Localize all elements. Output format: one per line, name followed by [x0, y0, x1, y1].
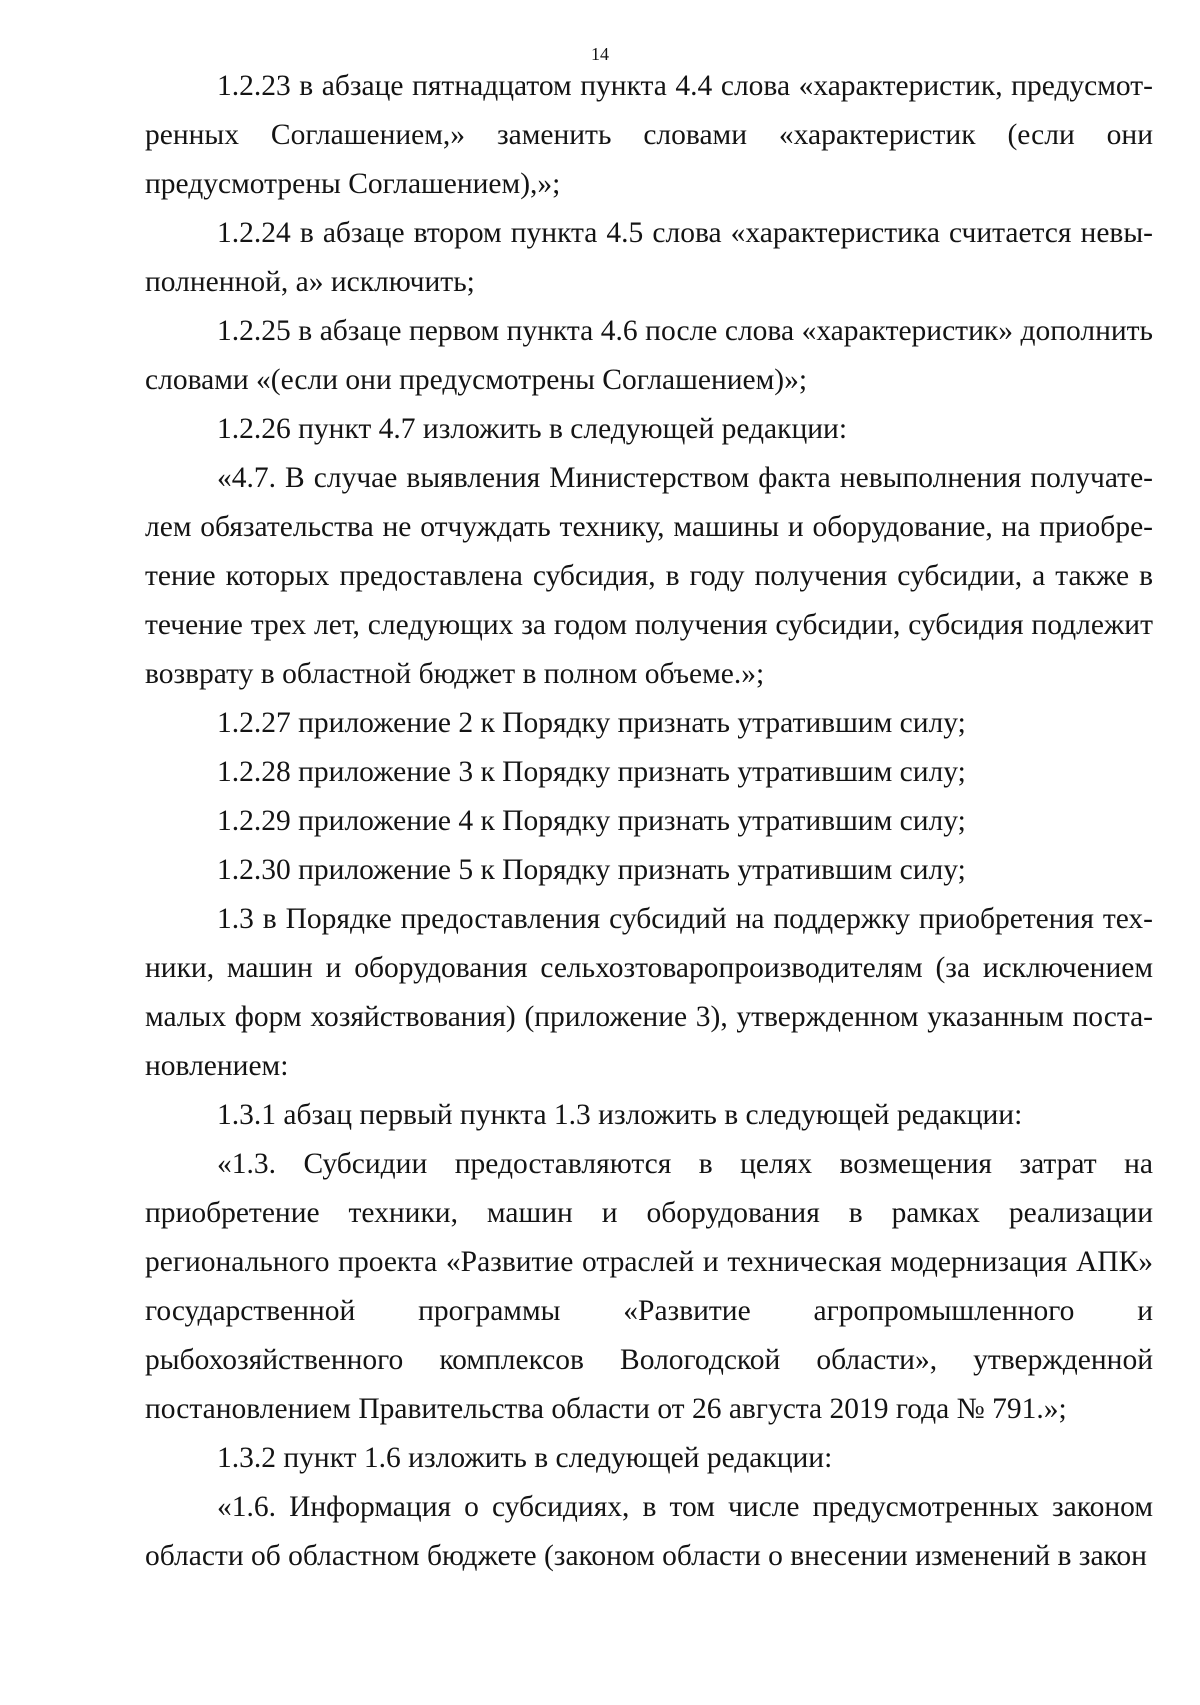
- document-body: [145, 62, 1153, 1581]
- paragraph-quote-4-7: «4.7. В случае выявления Министерством факта невыполнения получателем обязательства не отчуждать технику, машины и оборудование, на приобретение которых предоставлена субсидия, в году получения субсидии, а также в течение трех лет, следующих за годом получения субсидии, субсидия подлежит возврату в областной бюджет в полном объеме.»;: [145, 462, 1153, 690]
- paragraph-1-2-28: 1.2.28 приложение 3 к Порядку признать утратившим силу;: [217, 756, 966, 788]
- paragraph-1-2-27: 1.2.27 приложение 2 к Порядку признать утратившим силу;: [217, 707, 966, 739]
- paragraph-1-3-1: 1.3.1 абзац первый пункта 1.3 изложить в следующей редакции:: [217, 1099, 1023, 1131]
- paragraph-1-2-29: 1.2.29 приложение 4 к Порядку признать утратившим силу;: [217, 805, 966, 837]
- paragraph-1-3-2: 1.3.2 пункт 1.6 изложить в следующей редакции:: [217, 1442, 833, 1474]
- paragraph-quote-1-3: «1.3. Субсидии предоставляются в целях возмещения затрат на приобретение техники, машин и оборудования в рамках реализации регионального проекта «Развитие отраслей и техническая модернизация АПК» государственной программы «Развитие агропромышленного и рыбохозяйственного комплексов Вологодской области», утвержденной постановлением Правительства области от 26 августа 2019 года № 791.»;: [145, 1148, 1153, 1425]
- paragraph-1-2-30: 1.2.30 приложение 5 к Порядку признать утратившим силу;: [217, 854, 966, 886]
- paragraph-1-2-23: 1.2.23 в абзаце пятнадцатом пункта 4.4 слова «характеристик, предусмотренных Соглашением,» заменить словами «характеристик (если они предусмотрены Соглашением),»;: [145, 70, 1153, 200]
- paragraph-1-2-26: 1.2.26 пункт 4.7 изложить в следующей редакции:: [217, 413, 848, 445]
- page-number: 14: [591, 44, 609, 64]
- paragraph-1-3: 1.3 в Порядке предоставления субсидий на поддержку приобретения техники, машин и оборудования сельхозтоваропроизводителям (за исключением малых форм хозяйствования) (приложение 3), утвержденном указанным постановлением:: [145, 903, 1153, 1082]
- paragraph-quote-1-6: «1.6. Информация о субсидиях, в том числе предусмотренных законом области об областном бюджете (законом области о внесении изменений в закон: [145, 1491, 1153, 1572]
- paragraph-1-2-25: 1.2.25 в абзаце первом пункта 4.6 после слова «характеристик» дополнить словами «(если они предусмотрены Соглашением)»;: [145, 315, 1153, 396]
- paragraph-1-2-24: 1.2.24 в абзаце втором пункта 4.5 слова «характеристика считается невыполненной, а» исключить;: [145, 217, 1153, 298]
